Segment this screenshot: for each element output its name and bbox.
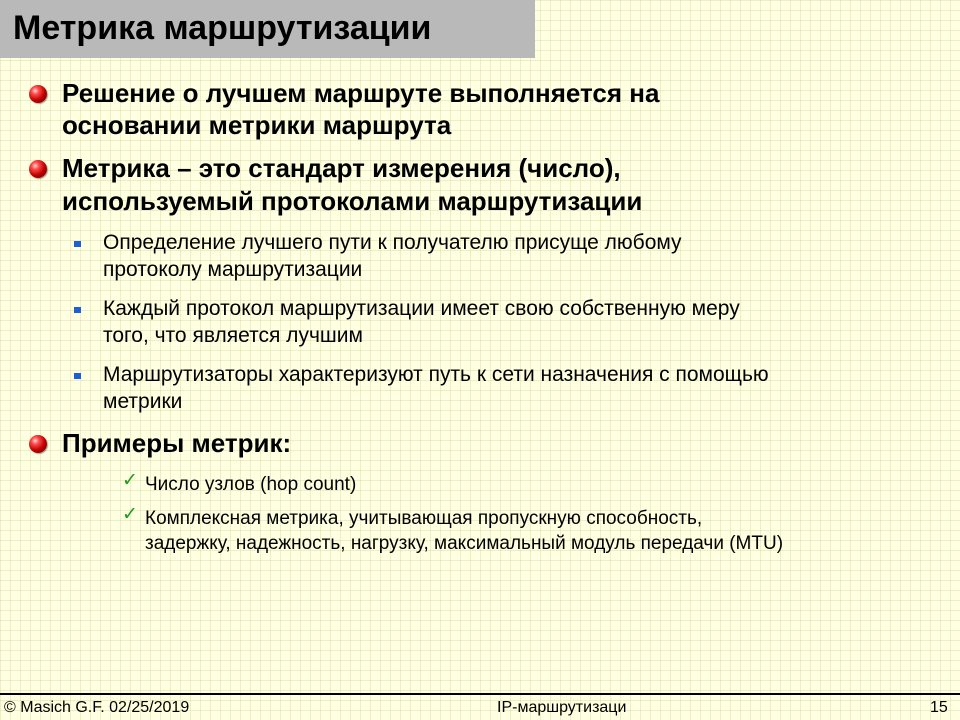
- bullet-1-line-2: основании метрики маршрута: [62, 110, 452, 140]
- sub-bullet-3-line-2: метрики: [103, 390, 183, 413]
- bullet-2-line-1: Метрика – это стандарт измерения (число),: [62, 153, 621, 183]
- red-sphere-bullet-icon: [29, 160, 47, 178]
- check-item-1-line-1: Число узлов (hop count): [145, 474, 357, 495]
- bullet-2-line-2: используемый протоколами маршрутизации: [62, 186, 643, 216]
- bullet-1-line-1: Решение о лучшем маршруте выполняется на: [62, 78, 660, 108]
- blue-square-bullet-icon: [74, 307, 81, 313]
- footer-divider: [0, 693, 960, 695]
- red-sphere-bullet-icon: [29, 85, 47, 103]
- sub-bullet-2-line-2: того, что является лучшим: [103, 324, 363, 347]
- sub-bullet-2-line-1: Каждый протокол маршрутизации имеет свою собственную меру: [103, 297, 740, 320]
- blue-square-bullet-icon: [74, 241, 81, 247]
- check-item-2-line-2: задержку, надежность, нагрузку, максимальный модуль передачи (MTU): [145, 533, 784, 554]
- sub-bullet-1-line-2: протоколу маршрутизации: [103, 258, 363, 281]
- sub-bullet-3-line-1: Маршрутизаторы характеризуют путь к сети назначения с помощью: [103, 363, 769, 386]
- footer-topic: IP-маршрутизаци: [497, 699, 627, 716]
- footer-page-number: 15: [930, 699, 948, 716]
- red-sphere-bullet-icon: [29, 435, 47, 453]
- sub-bullet-1-line-1: Определение лучшего пути к получателю присуще любому: [103, 231, 682, 254]
- check-item-2-line-1: Комплексная метрика, учитывающая пропускную способность,: [145, 508, 703, 529]
- footer-author: © Masich G.F. 02/25/2019: [4, 699, 190, 716]
- bullet-3-line-1: Примеры метрик:: [62, 428, 292, 458]
- green-checkmark-icon: ✓: [122, 470, 138, 491]
- slide-title: Метрика маршрутизации: [13, 9, 432, 47]
- green-checkmark-icon: ✓: [122, 504, 138, 525]
- blue-square-bullet-icon: [74, 373, 81, 379]
- title-bar: [0, 0, 535, 58]
